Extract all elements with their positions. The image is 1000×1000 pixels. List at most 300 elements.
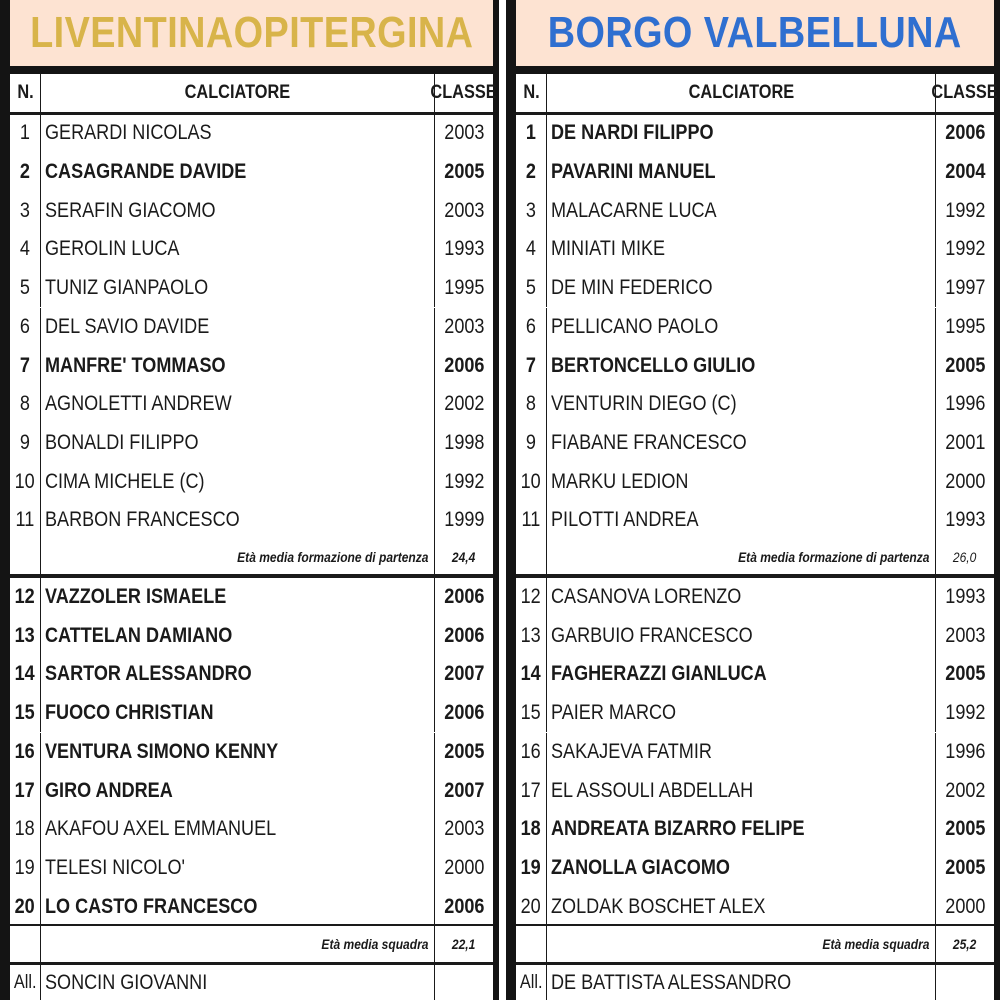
player-name-cell-text: DE MIN FEDERICO xyxy=(551,276,713,300)
coach-name xyxy=(547,965,936,1000)
player-name-cell-text: MINIATI MIKE xyxy=(551,237,666,261)
starter-row xyxy=(10,230,493,269)
player-name-cell xyxy=(41,733,435,772)
starter-row xyxy=(516,153,994,192)
number-cell xyxy=(10,308,41,347)
player-name-cell-text: PAIER MARCO xyxy=(551,701,677,725)
team-average-value xyxy=(435,926,493,962)
number-cell-text: 1 xyxy=(19,121,31,145)
player-name-cell-text: BERTONCELLO GIULIO xyxy=(551,353,756,377)
bench-row xyxy=(10,733,493,772)
number-cell-text: 12 xyxy=(14,585,36,609)
starter-row xyxy=(516,230,994,269)
spacer-cell xyxy=(516,540,547,574)
starter-row xyxy=(516,191,994,230)
bench-row xyxy=(516,694,994,733)
birth-year-cell-text: 2007 xyxy=(443,662,485,686)
birth-year-cell-text: 2000 xyxy=(944,469,986,493)
birth-year-cell xyxy=(435,849,493,888)
table-header-row xyxy=(516,74,999,112)
bench-row xyxy=(10,655,493,694)
player-name-cell xyxy=(41,385,435,424)
number-cell xyxy=(516,655,547,694)
header-number xyxy=(516,74,547,112)
coach-row xyxy=(516,965,994,1000)
number-cell xyxy=(516,153,547,192)
coach-name xyxy=(41,965,435,1000)
birth-year-cell-text: 1997 xyxy=(944,276,986,300)
player-name-cell-text: BARBON FRANCESCO xyxy=(45,508,240,532)
birth-year-cell xyxy=(936,771,994,810)
birth-year-cell xyxy=(936,346,994,385)
coach-empty-cell xyxy=(435,965,493,1000)
birth-year-cell xyxy=(936,153,994,192)
player-name-cell xyxy=(41,578,435,617)
birth-year-cell-text: 2003 xyxy=(443,817,485,841)
starter-row xyxy=(10,153,493,192)
number-cell-text: 3 xyxy=(19,198,31,222)
number-cell xyxy=(516,733,547,772)
coach-name-text: SONCIN GIOVANNI xyxy=(45,970,208,994)
player-name-cell-text: VENTURIN DIEGO (C) xyxy=(551,392,737,416)
player-name-cell xyxy=(547,655,936,694)
starter-row xyxy=(516,269,994,308)
player-name-cell xyxy=(547,424,936,463)
number-cell-text: 5 xyxy=(525,276,537,300)
player-name-cell xyxy=(41,230,435,269)
birth-year-cell-text: 2005 xyxy=(944,855,986,879)
number-cell xyxy=(10,849,41,888)
bench-row xyxy=(516,578,994,617)
number-cell-text: 16 xyxy=(14,739,36,763)
starters-average-label-text: Età media formazione di partenza xyxy=(236,548,428,565)
player-name-cell xyxy=(547,230,936,269)
team-average-row xyxy=(10,926,493,962)
header-year xyxy=(430,74,498,112)
birth-year-cell-text: 2006 xyxy=(443,701,485,725)
number-cell xyxy=(10,578,41,617)
starter-row xyxy=(10,501,493,540)
number-cell xyxy=(516,578,547,617)
player-name-cell-text: CATTELAN DAMIANO xyxy=(45,623,233,647)
number-cell xyxy=(10,230,41,269)
birth-year-cell xyxy=(936,230,994,269)
bench-row xyxy=(10,810,493,849)
number-cell xyxy=(516,810,547,849)
spacer-cell xyxy=(516,926,547,962)
team-average-value xyxy=(936,926,994,962)
number-cell-text: 14 xyxy=(14,662,36,686)
starter-row xyxy=(10,269,493,308)
player-name-cell-text: BONALDI FILIPPO xyxy=(45,430,199,454)
birth-year-cell-text: 2005 xyxy=(944,662,986,686)
player-name-cell-text: PELLICANO PAOLO xyxy=(551,314,719,338)
birth-year-cell xyxy=(936,501,994,540)
birth-year-cell xyxy=(435,191,493,230)
coach-label xyxy=(516,965,547,1000)
starters-average-label xyxy=(41,540,435,574)
coach-empty-cell xyxy=(936,965,994,1000)
birth-year-cell-text: 2000 xyxy=(944,894,986,918)
player-name-cell xyxy=(41,191,435,230)
player-name-cell-text: CIMA MICHELE (C) xyxy=(45,469,205,493)
starter-row xyxy=(516,308,994,347)
birth-year-cell-text: 1995 xyxy=(443,276,485,300)
player-name-cell-text: FUOCO CHRISTIAN xyxy=(45,701,214,725)
team-average-label xyxy=(41,926,435,962)
number-cell-text: 11 xyxy=(521,508,541,532)
team-panel-away xyxy=(506,0,1000,1000)
number-cell-text: 7 xyxy=(19,353,31,377)
birth-year-cell-text: 1998 xyxy=(443,430,485,454)
header-number-text: N. xyxy=(522,82,540,103)
birth-year-cell-text: 2002 xyxy=(944,778,986,802)
number-cell-text: 16 xyxy=(520,739,542,763)
header-number xyxy=(10,74,41,112)
number-cell-text: 4 xyxy=(19,237,31,261)
birth-year-cell xyxy=(435,578,493,617)
number-cell xyxy=(516,308,547,347)
player-name-cell-text: PAVARINI MANUEL xyxy=(551,160,716,184)
player-name-cell-text: GARBUIO FRANCESCO xyxy=(551,623,753,647)
birth-year-cell xyxy=(936,308,994,347)
number-cell xyxy=(10,191,41,230)
birth-year-cell xyxy=(435,501,493,540)
birth-year-cell-text: 1996 xyxy=(944,739,986,763)
player-name-cell-text: ANDREATA BIZARRO FELIPE xyxy=(551,817,805,841)
number-cell-text: 9 xyxy=(525,430,537,454)
birth-year-cell xyxy=(435,771,493,810)
birth-year-cell-text: 2003 xyxy=(443,121,485,145)
coach-row xyxy=(10,965,493,1000)
birth-year-cell-text: 1992 xyxy=(944,198,986,222)
player-name-cell xyxy=(547,269,936,308)
player-name-cell-text: FIABANE FRANCESCO xyxy=(551,430,747,454)
number-cell xyxy=(10,733,41,772)
number-cell xyxy=(10,346,41,385)
header-player-text: CALCIATORE xyxy=(688,82,794,103)
number-cell xyxy=(10,153,41,192)
birth-year-cell-text: 2006 xyxy=(443,623,485,647)
bench-row xyxy=(516,616,994,655)
player-name-cell-text: AKAFOU AXEL EMMANUEL xyxy=(45,817,277,841)
player-name-cell-text: DE NARDI FILIPPO xyxy=(551,121,714,145)
player-name-cell xyxy=(41,153,435,192)
player-name-cell-text: SAKAJEVA FATMIR xyxy=(551,739,712,763)
starter-row xyxy=(10,462,493,501)
bench-row xyxy=(10,616,493,655)
starters-average-value xyxy=(435,540,493,574)
coach-name-text: DE BATTISTA ALESSANDRO xyxy=(551,970,792,994)
player-name-cell xyxy=(547,385,936,424)
number-cell-text: 9 xyxy=(19,430,31,454)
birth-year-cell-text: 1992 xyxy=(443,469,485,493)
number-cell xyxy=(516,191,547,230)
number-cell xyxy=(10,887,41,926)
number-cell-text: 20 xyxy=(520,894,542,918)
header-player-text: CALCIATORE xyxy=(184,82,291,103)
player-name-cell xyxy=(547,771,936,810)
player-name-cell-text: LO CASTO FRANCESCO xyxy=(45,894,258,918)
number-cell xyxy=(516,462,547,501)
player-name-cell-text: TUNIZ GIANPAOLO xyxy=(45,276,209,300)
number-cell xyxy=(516,694,547,733)
team-average-label xyxy=(547,926,936,962)
player-name-cell xyxy=(547,616,936,655)
bench-row xyxy=(10,849,493,888)
number-cell xyxy=(10,655,41,694)
birth-year-cell xyxy=(435,153,493,192)
bench-row xyxy=(516,849,994,888)
birth-year-cell-text: 1993 xyxy=(443,237,485,261)
player-name-cell-text: FAGHERAZZI GIANLUCA xyxy=(551,662,767,686)
player-name-cell-text: GIRO ANDREA xyxy=(45,778,173,802)
player-name-cell-text: PILOTTI ANDREA xyxy=(551,508,699,532)
number-cell xyxy=(10,694,41,733)
starters-average-row xyxy=(10,540,493,574)
number-cell-text: 18 xyxy=(14,817,36,841)
birth-year-cell xyxy=(435,810,493,849)
player-name-cell xyxy=(41,810,435,849)
team-average-row xyxy=(516,926,994,962)
birth-year-cell xyxy=(936,269,994,308)
birth-year-cell xyxy=(435,733,493,772)
number-cell-text: 2 xyxy=(525,160,537,184)
birth-year-cell-text: 2003 xyxy=(443,314,485,338)
birth-year-cell xyxy=(936,424,994,463)
number-cell-text: 8 xyxy=(525,392,537,416)
spacer-cell xyxy=(10,540,41,574)
bench-row xyxy=(516,733,994,772)
player-name-cell xyxy=(41,308,435,347)
birth-year-cell xyxy=(936,462,994,501)
player-name-cell xyxy=(547,462,936,501)
player-name-cell xyxy=(41,887,435,926)
team-title-bar xyxy=(516,0,994,66)
number-cell-text: 19 xyxy=(520,855,542,879)
birth-year-cell xyxy=(435,230,493,269)
player-name-cell xyxy=(41,655,435,694)
number-cell xyxy=(516,385,547,424)
number-cell-text: 10 xyxy=(14,469,36,493)
starter-row xyxy=(10,191,493,230)
number-cell-text: 11 xyxy=(15,508,35,532)
birth-year-cell xyxy=(435,616,493,655)
bench-row xyxy=(516,655,994,694)
team-average-value-text: 22,1 xyxy=(452,936,476,952)
number-cell-text: 18 xyxy=(520,817,542,841)
header-number-text: N. xyxy=(16,82,34,103)
birth-year-cell-text: 1993 xyxy=(944,508,986,532)
player-name-cell-text: VAZZOLER ISMAELE xyxy=(45,585,227,609)
birth-year-cell xyxy=(936,385,994,424)
birth-year-cell-text: 2006 xyxy=(443,894,485,918)
player-name-cell-text: MANFRE' TOMMASO xyxy=(45,353,226,377)
birth-year-cell-text: 2006 xyxy=(443,585,485,609)
player-name-cell-text: SARTOR ALESSANDRO xyxy=(45,662,252,686)
number-cell-text: 1 xyxy=(525,121,537,145)
birth-year-cell-text: 1996 xyxy=(944,392,986,416)
player-name-cell xyxy=(547,191,936,230)
number-cell-text: 10 xyxy=(520,469,542,493)
starter-row xyxy=(10,114,493,153)
birth-year-cell-text: 2003 xyxy=(944,623,986,647)
number-cell xyxy=(516,269,547,308)
number-cell xyxy=(10,269,41,308)
number-cell-text: 7 xyxy=(525,353,537,377)
number-cell xyxy=(516,346,547,385)
number-cell xyxy=(10,501,41,540)
team-average-label-text: Età media squadra xyxy=(821,936,929,952)
player-name-cell xyxy=(547,887,936,926)
number-cell-text: 20 xyxy=(14,894,36,918)
player-name-cell-text: DEL SAVIO DAVIDE xyxy=(45,314,210,338)
team-title: LIVENTINAOPITERGINA xyxy=(29,8,474,57)
bench-row xyxy=(516,887,994,926)
player-name-cell xyxy=(547,733,936,772)
birth-year-cell xyxy=(435,655,493,694)
player-name-cell xyxy=(547,501,936,540)
number-cell-text: 6 xyxy=(525,314,537,338)
number-cell-text: 4 xyxy=(525,237,537,261)
starter-row xyxy=(516,346,994,385)
player-name-cell xyxy=(41,849,435,888)
number-cell-text: 13 xyxy=(14,623,36,647)
number-cell-text: 15 xyxy=(520,701,542,725)
player-name-cell xyxy=(41,501,435,540)
number-cell-text: 5 xyxy=(19,276,31,300)
number-cell-text: 14 xyxy=(520,662,542,686)
number-cell-text: 15 xyxy=(14,701,36,725)
birth-year-cell xyxy=(435,694,493,733)
birth-year-cell-text: 2003 xyxy=(443,198,485,222)
lineup-table xyxy=(10,74,498,1000)
number-cell xyxy=(10,810,41,849)
number-cell-text: 6 xyxy=(19,314,31,338)
number-cell xyxy=(516,771,547,810)
birth-year-cell-text: 1993 xyxy=(944,585,986,609)
coach-label-text: All. xyxy=(519,971,543,993)
player-name-cell-text: TELESI NICOLO' xyxy=(45,855,185,879)
player-name-cell xyxy=(547,346,936,385)
starter-row xyxy=(10,308,493,347)
bench-row xyxy=(516,810,994,849)
table-header-row xyxy=(10,74,498,112)
birth-year-cell xyxy=(936,810,994,849)
birth-year-cell xyxy=(936,887,994,926)
birth-year-cell-text: 2006 xyxy=(443,353,485,377)
starter-row xyxy=(516,385,994,424)
number-cell-text: 19 xyxy=(14,855,36,879)
player-name-cell-text: SERAFIN GIACOMO xyxy=(45,198,216,222)
number-cell-text: 17 xyxy=(520,778,542,802)
spacer-cell xyxy=(10,926,41,962)
birth-year-cell-text: 2005 xyxy=(944,817,986,841)
starter-row xyxy=(516,462,994,501)
number-cell-text: 8 xyxy=(19,392,31,416)
player-name-cell-text: ZOLDAK BOSCHET ALEX xyxy=(551,894,766,918)
number-cell-text: 3 xyxy=(525,198,537,222)
starter-row xyxy=(10,346,493,385)
player-name-cell-text: EL ASSOULI ABDELLAH xyxy=(551,778,754,802)
team-panel-home xyxy=(0,0,499,1000)
birth-year-cell xyxy=(936,849,994,888)
player-name-cell-text: CASAGRANDE DAVIDE xyxy=(45,160,247,184)
team-title-bar xyxy=(10,0,493,66)
number-cell xyxy=(10,771,41,810)
starters-average-value-text: 24,4 xyxy=(452,548,476,565)
number-cell xyxy=(516,424,547,463)
number-cell xyxy=(10,616,41,655)
number-cell-text: 13 xyxy=(520,623,542,647)
player-name-cell-text: AGNOLETTI ANDREW xyxy=(45,392,232,416)
number-cell xyxy=(516,887,547,926)
birth-year-cell-text: 1992 xyxy=(944,701,986,725)
number-cell xyxy=(10,385,41,424)
player-name-cell-text: CASANOVA LORENZO xyxy=(551,585,742,609)
number-cell xyxy=(10,424,41,463)
player-name-cell xyxy=(41,346,435,385)
birth-year-cell-text: 2001 xyxy=(944,430,986,454)
birth-year-cell xyxy=(936,733,994,772)
header-player xyxy=(547,74,936,112)
birth-year-cell-text: 1992 xyxy=(944,237,986,261)
birth-year-cell-text: 2002 xyxy=(443,392,485,416)
team-title: BORGO VALBELLUNA xyxy=(548,8,963,57)
number-cell xyxy=(516,230,547,269)
starter-row xyxy=(10,385,493,424)
birth-year-cell-text: 2005 xyxy=(443,160,485,184)
header-player xyxy=(41,74,435,112)
coach-label-text: All. xyxy=(13,971,37,993)
number-cell xyxy=(10,114,41,153)
number-cell xyxy=(516,616,547,655)
player-name-cell xyxy=(41,269,435,308)
birth-year-cell-text: 2000 xyxy=(443,855,485,879)
bench-row xyxy=(10,771,493,810)
player-name-cell-text: GEROLIN LUCA xyxy=(45,237,180,261)
birth-year-cell-text: 2006 xyxy=(944,121,986,145)
player-name-cell xyxy=(41,771,435,810)
birth-year-cell-text: 2005 xyxy=(944,353,986,377)
player-name-cell xyxy=(547,694,936,733)
birth-year-cell xyxy=(435,385,493,424)
starters-average-value xyxy=(936,540,994,574)
player-name-cell xyxy=(41,616,435,655)
birth-year-cell-text: 1995 xyxy=(944,314,986,338)
header-year xyxy=(931,74,999,112)
header-year-text: CLASSE xyxy=(430,82,498,103)
player-name-cell xyxy=(41,694,435,733)
player-name-cell xyxy=(547,308,936,347)
number-cell-text: 12 xyxy=(520,585,542,609)
birth-year-cell xyxy=(435,424,493,463)
birth-year-cell xyxy=(435,346,493,385)
player-name-cell xyxy=(547,578,936,617)
number-cell xyxy=(516,501,547,540)
starters-average-row xyxy=(516,540,994,574)
birth-year-cell-text: 2007 xyxy=(443,778,485,802)
header-year-text: CLASSE xyxy=(931,82,999,103)
player-name-cell xyxy=(41,114,435,153)
player-name-cell xyxy=(41,462,435,501)
birth-year-cell xyxy=(936,191,994,230)
birth-year-cell xyxy=(435,887,493,926)
birth-year-cell-text: 2004 xyxy=(944,160,986,184)
birth-year-cell xyxy=(936,578,994,617)
player-name-cell xyxy=(547,153,936,192)
birth-year-cell xyxy=(435,308,493,347)
